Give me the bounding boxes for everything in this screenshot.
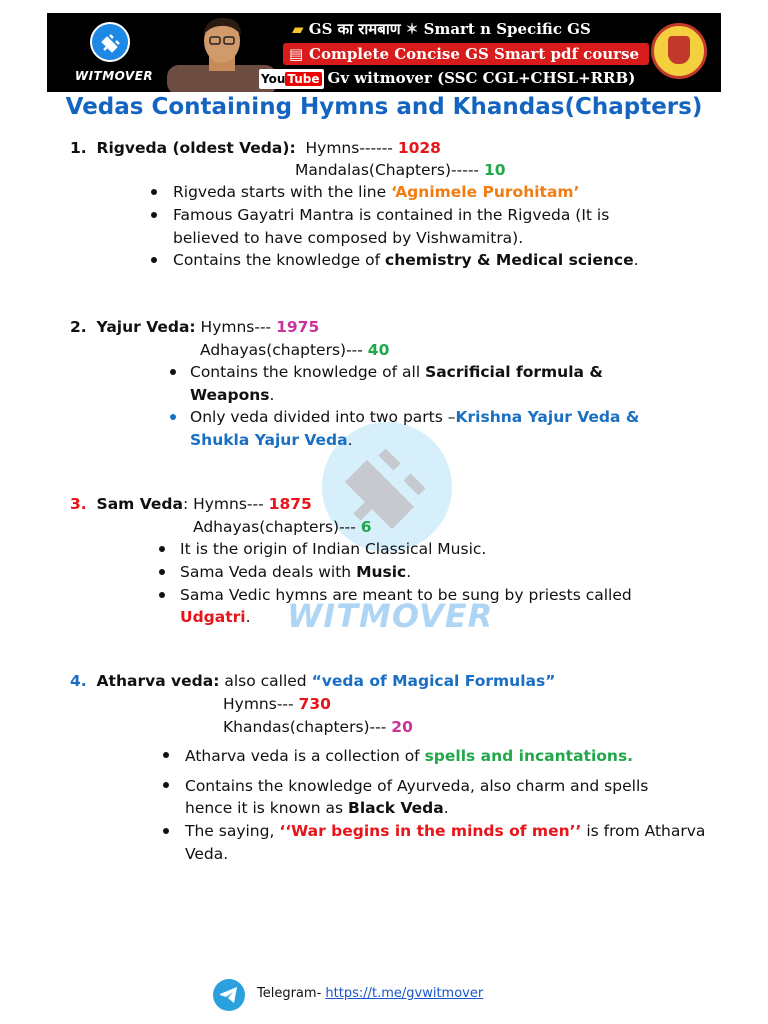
banner-hindi-text: GS का रामबाण — [308, 20, 401, 38]
bullet-dot — [151, 257, 157, 263]
bullet-dot — [163, 752, 169, 758]
atharvaveda-bullet-3-line-2: Veda. — [185, 845, 229, 863]
youtube-tube: Tube — [287, 72, 320, 86]
telegram-icon — [213, 979, 245, 1011]
atharvaveda-chapters-value: 20 — [391, 718, 413, 736]
samveda-b3-end: . — [245, 608, 251, 626]
yajurveda-heading — [70, 317, 319, 337]
yajurveda-name: Yajur Veda: — [96, 318, 196, 336]
atharvaveda-b2-end: . — [443, 799, 449, 817]
samveda-bullet-3: Sama Vedic hymns are meant to be sung by priests called — [180, 586, 632, 604]
rigveda-b3-bold: chemistry & Medical science — [385, 251, 634, 269]
rigveda-b1-highlight: ‘Agnimele Purohitam’ — [391, 183, 580, 201]
yajurveda-bullet-2 — [190, 407, 639, 427]
plug-logo-icon — [90, 22, 130, 62]
atharvaveda-bullet-2-line-2 — [185, 798, 449, 818]
samveda-bullet-2 — [180, 562, 411, 582]
rigveda-b1-text: Rigveda starts with the line — [173, 183, 392, 201]
wand-icon: ✶ — [405, 20, 419, 38]
rigveda-name: Rigveda (oldest Veda): — [96, 139, 296, 157]
rigveda-hymns-value: 1028 — [397, 139, 441, 157]
banner-line-1 — [292, 19, 591, 39]
atharvaveda-b3-quote-close: ’’ — [569, 822, 582, 840]
atharvaveda-hymns-label: Hymns--- — [223, 695, 294, 713]
banner-line-3 — [259, 68, 635, 89]
youtube-you: You — [261, 72, 286, 86]
atharvaveda-hymns — [223, 694, 331, 714]
rigveda-b3-text: Contains the knowledge of — [173, 251, 386, 269]
yajurveda-b2-bold: Krishna Yajur Veda & — [455, 408, 640, 426]
samveda-chapters-value: 6 — [360, 518, 372, 536]
atharvaveda-b3-text: The saying, — [185, 822, 280, 840]
yajurveda-hymns-label: Hymns--- — [195, 318, 272, 336]
samveda-heading — [70, 494, 312, 514]
youtube-logo-icon — [259, 69, 324, 89]
banner-english-text: Smart n Specific GS — [423, 20, 591, 38]
atharvaveda-also-called: also called — [219, 672, 312, 690]
samveda-hymns-label: Hymns--- — [188, 495, 264, 513]
yajurveda-bullet-1-line-2 — [190, 385, 274, 405]
bullet-dot — [170, 414, 176, 420]
atharvaveda-b2-text: hence it is known as — [185, 799, 348, 817]
atharvaveda-b3-red: War begins in the minds of men — [291, 822, 570, 840]
rigveda-chapters — [295, 160, 506, 180]
samveda-b2-end: . — [406, 563, 412, 581]
samveda-b3-red: Udgatri — [180, 608, 246, 626]
yajurveda-hymns-value: 1975 — [276, 318, 320, 336]
atharvaveda-b3-end: is from Atharva — [581, 822, 706, 840]
bullet-dot — [163, 782, 169, 788]
atharvaveda-b3-quote-open: ‘‘ — [279, 822, 292, 840]
yajurveda-b1-text: Contains the knowledge of all — [190, 363, 426, 381]
yajurveda-bullet-1 — [190, 362, 603, 382]
ssc-emblem-icon — [651, 23, 707, 79]
samveda-name: Sam Veda — [96, 495, 183, 513]
atharvaveda-b2-bold: Black Veda — [348, 799, 444, 817]
atharvaveda-b1-green: spells and incantations. — [424, 747, 634, 765]
atharvaveda-bullet-2: Contains the knowledge of Ayurveda, also charm and spells — [185, 777, 649, 795]
rigveda-heading — [70, 138, 441, 158]
yajurveda-b2-bold2: Shukla Yajur Veda — [190, 431, 348, 449]
yajurveda-b1-bold2: Weapons — [190, 386, 270, 404]
rigveda-chapters-label: Mandalas(Chapters)----- — [295, 161, 480, 179]
samveda-chapters — [193, 517, 372, 537]
atharvaveda-nickname: “veda of Magical Formulas” — [311, 672, 556, 690]
samveda-colon: : — [182, 495, 189, 513]
yajurveda-b1-bold: Sacrificial formula & — [425, 363, 603, 381]
footer-label: Telegram- — [257, 986, 326, 1001]
atharvaveda-chapters-label: Khandas(chapters)--- — [223, 718, 387, 736]
document-icon: ▤ — [289, 45, 304, 63]
samveda-bullet-1: It is the origin of Indian Classical Music. — [180, 540, 487, 558]
atharvaveda-bullet-1 — [185, 746, 633, 766]
bullet-dot — [159, 592, 165, 598]
yajurveda-number: 2. — [70, 318, 87, 336]
samveda-chapters-label: Adhayas(chapters)--- — [193, 518, 356, 536]
banner-channel-text: Gv witmover (SSC CGL+CHSL+RRB) — [327, 69, 636, 87]
rigveda-hymns-label: Hymns------ — [305, 139, 393, 157]
samveda-b2-text: Sama Veda deals with — [180, 563, 357, 581]
rigveda-bullet-3 — [173, 250, 639, 270]
logo-text: WITMOVER — [74, 69, 154, 83]
yajurveda-b1-end: . — [269, 386, 275, 404]
atharvaveda-b1-text: Atharva veda is a collection of — [185, 747, 425, 765]
bullet-dot — [163, 828, 169, 834]
yajurveda-b2-text: Only veda divided into two parts – — [190, 408, 456, 426]
bullet-dot — [159, 569, 165, 575]
watermark-text: WITMOVER — [287, 597, 494, 635]
rigveda-number: 1. — [70, 139, 87, 157]
samveda-hymns-value: 1875 — [268, 495, 312, 513]
yajurveda-chapters-value: 40 — [367, 341, 390, 359]
atharvaveda-hymns-value: 730 — [298, 695, 331, 713]
atharvaveda-name: Atharva veda: — [96, 672, 220, 690]
watermark — [287, 422, 492, 652]
bullet-dot — [151, 189, 157, 195]
samveda-number: 3. — [70, 495, 87, 513]
samveda-bullet-3-line-2 — [180, 607, 251, 627]
folder-icon: ▰ — [292, 20, 304, 38]
header-banner — [47, 13, 721, 92]
bullet-dot — [159, 546, 165, 552]
banner-line-2 — [283, 43, 649, 65]
rigveda-b3-end: . — [633, 251, 639, 269]
atharvaveda-chapters — [223, 717, 413, 737]
telegram-link[interactable]: https://t.me/gvwitmover — [325, 986, 484, 1001]
rigveda-chapters-value: 10 — [483, 161, 506, 179]
atharvaveda-heading — [70, 671, 555, 691]
yajurveda-b2-end: . — [347, 431, 353, 449]
samveda-b2-bold: Music — [356, 563, 407, 581]
rigveda-bullet-2-line-1: Famous Gayatri Mantra is contained in the Rigveda (It is — [173, 206, 610, 224]
footer-telegram — [257, 986, 483, 1001]
bullet-dot — [151, 212, 157, 218]
rigveda-bullet-2-line-2: believed to have composed by Vishwamitra). — [173, 229, 524, 247]
yajurveda-bullet-2-line-2 — [190, 430, 353, 450]
banner-course-text: Complete Concise GS Smart pdf course — [309, 45, 640, 63]
page-title: Vedas Containing Hymns and Khandas(Chapters) — [65, 94, 703, 120]
yajurveda-chapters-label: Adhayas(chapters)--- — [200, 341, 363, 359]
atharvaveda-number: 4. — [70, 672, 87, 690]
bullet-dot — [170, 369, 176, 375]
atharvaveda-bullet-3 — [185, 821, 705, 841]
yajurveda-chapters — [200, 340, 389, 360]
rigveda-bullet-1 — [173, 182, 579, 202]
